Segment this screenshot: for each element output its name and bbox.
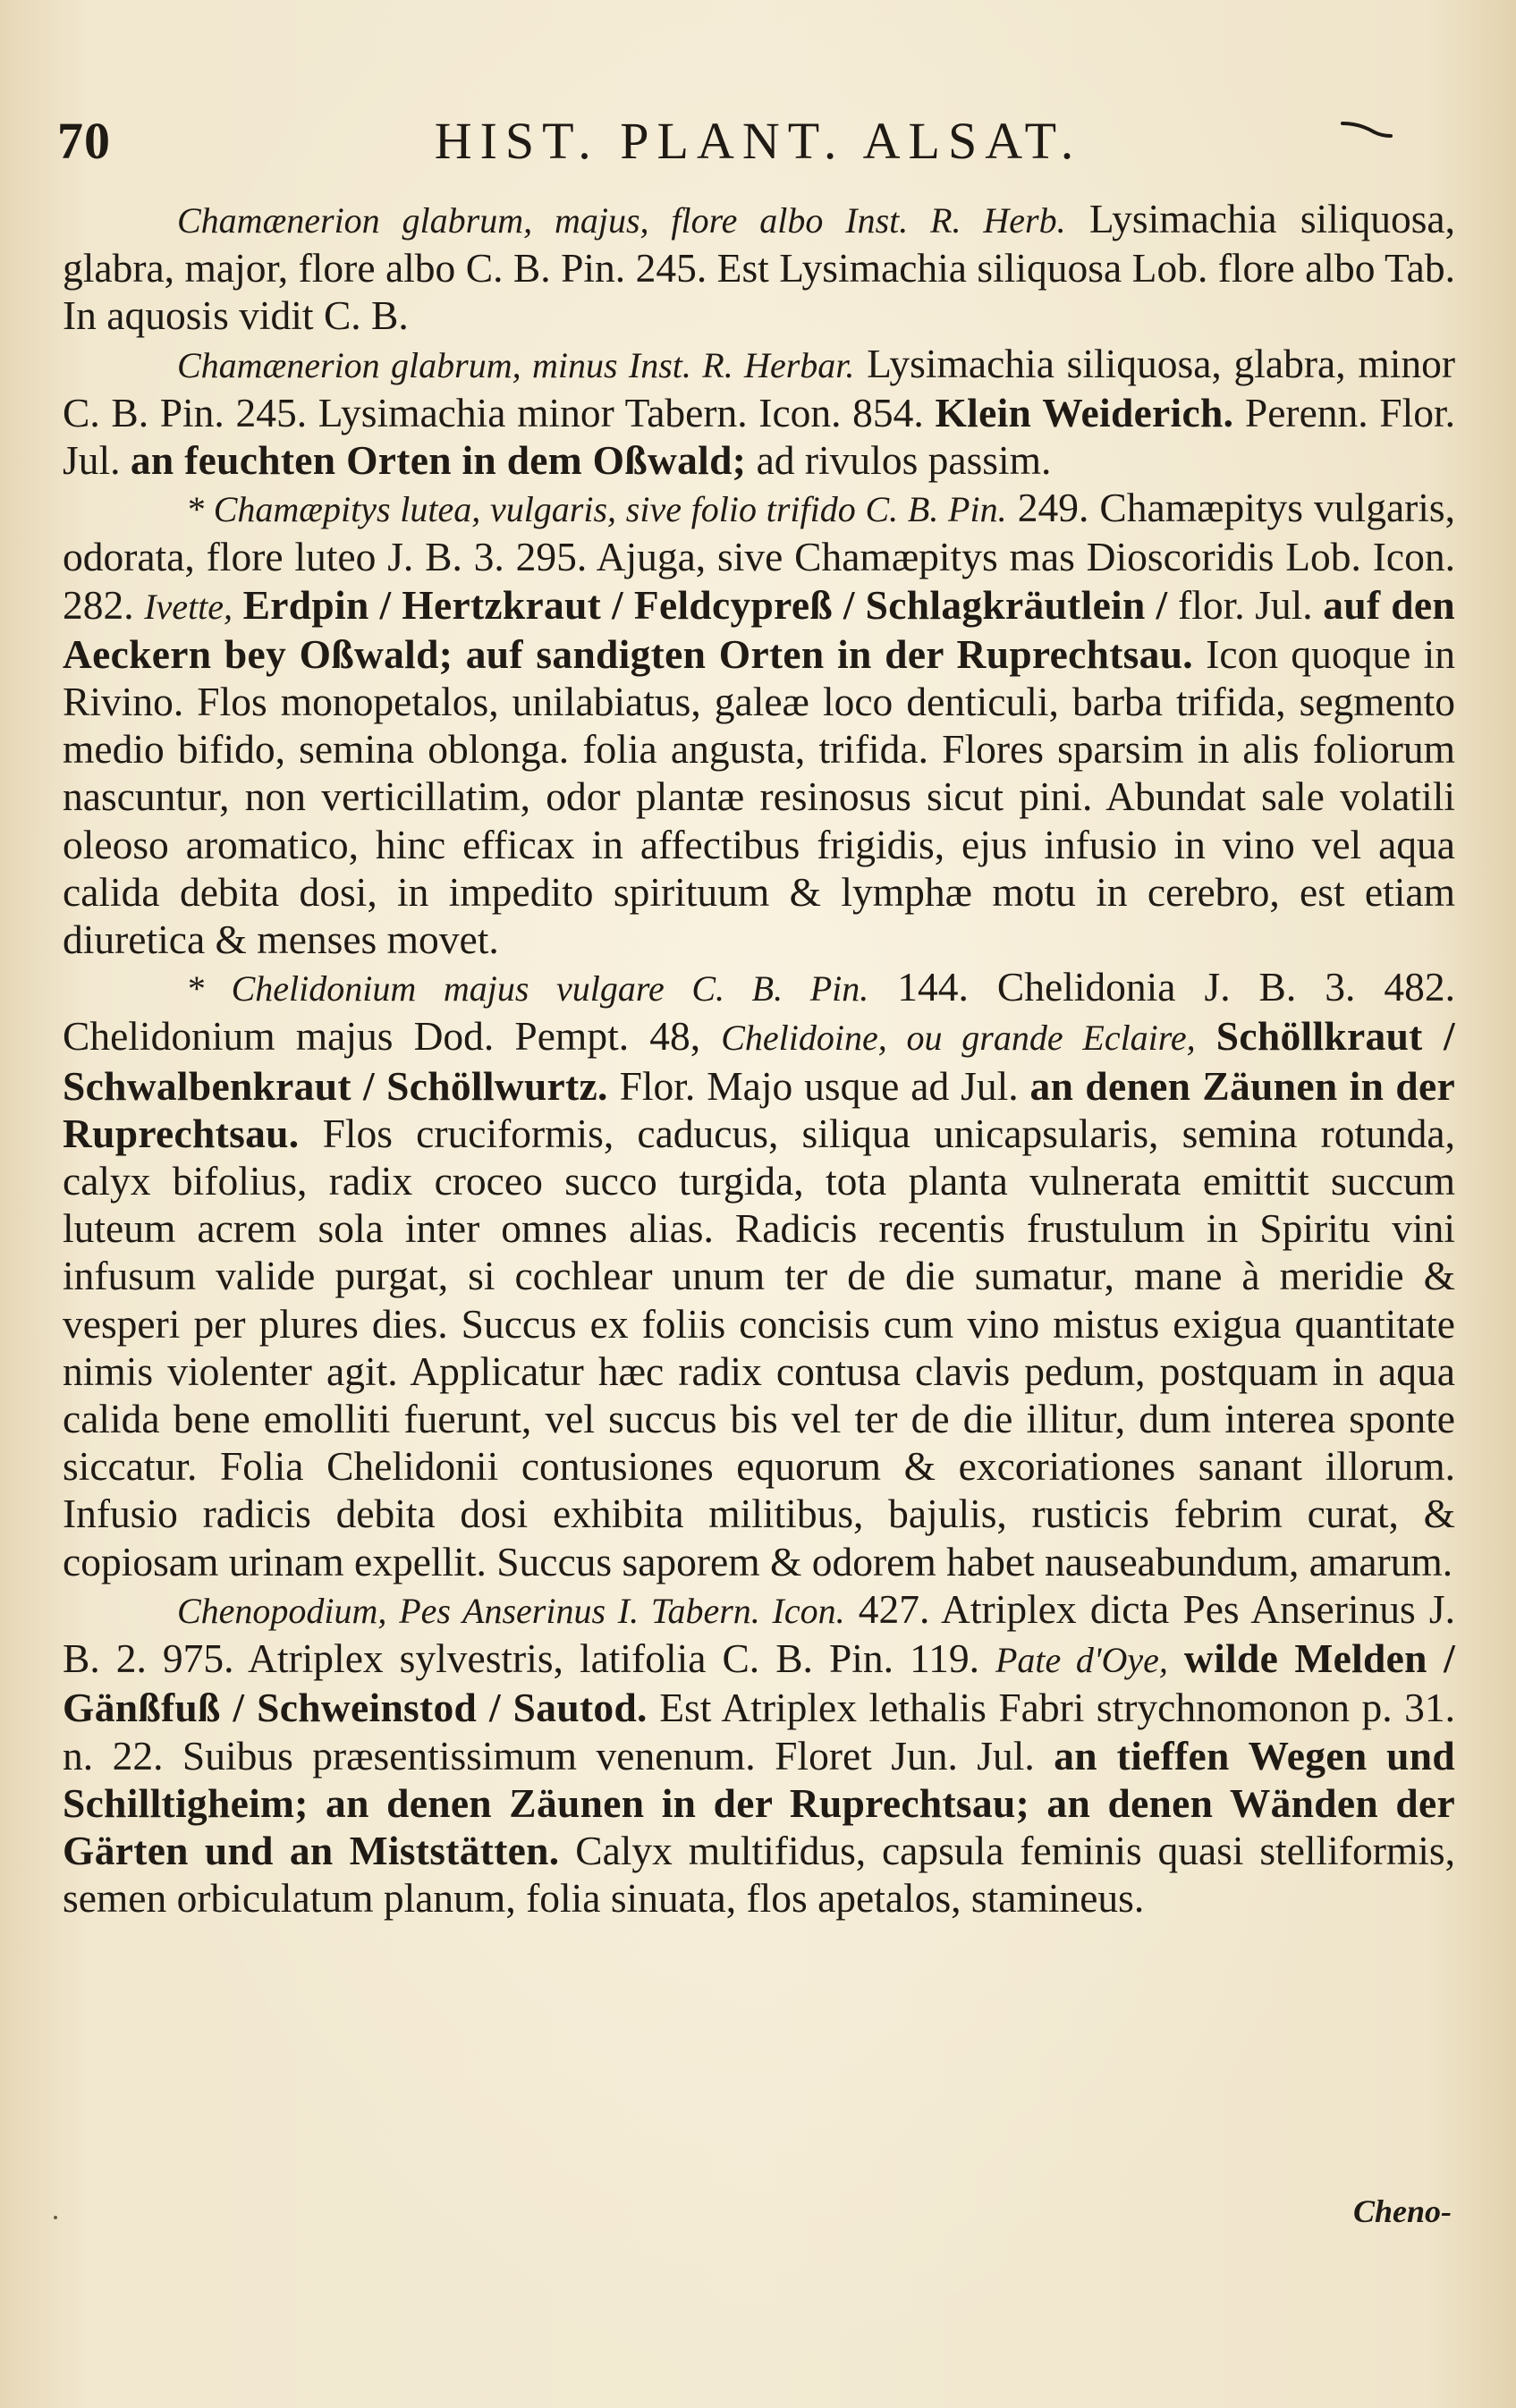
italic-run: Chamænerion glabrum, minus Inst. R. Herbar. (177, 344, 855, 385)
italic-run: * Chamæpitys lutea, vulgaris, sive folio trifido C. B. Pin. (186, 489, 1007, 530)
page-number: 70 (57, 112, 111, 170)
entry-paragraph (63, 1585, 1455, 1922)
blackletter-run: Klein Weiderich. (935, 389, 1234, 435)
text-run: ad rivulos passim. (746, 437, 1052, 484)
entry-paragraph (63, 195, 1455, 340)
text-run: Flor. Majo usque ad Jul. (607, 1062, 1030, 1109)
blackletter-run: wilde Melden / Gänßfuß / Schweinstod / Sautod. (63, 1635, 1456, 1731)
blackletter-run: an tieffen Wegen und Schilltigheim; an denen Zäunen in der Ruprechtsau; an denen Wänden der Gärten und an Miststätten. (63, 1732, 1456, 1873)
body-text (63, 195, 1455, 1922)
italic-run: Ivette, (144, 586, 233, 627)
running-title: HIST. PLANT. ALSAT. (434, 112, 1082, 170)
text-run: Perenn. Flor. Jul. (63, 389, 1456, 484)
text-run: Icon quoque in Rivino. Flos monopetalos, unilabiatus, galeæ loco denticuli, barba trifida, segmento medio bifido, semina oblonga. folia angusta, trifida. Flores sparsim in alis foliorum nascuntur, non verticillatim, odor plantæ resinosus sicut pini. Abundat sale volatili oleoso aromatico, hinc efficax in affectibus frigidis, ejus infusio in vino vel aqua calida debita dosi, in impedito spirituum & lymphæ motu in cerebro, est etiam diuretica & menses movet. (63, 630, 1455, 963)
blackletter-run: Erdpin / Hertzkraut / Feldcypreß / Schlagkräutlein / (242, 581, 1168, 628)
italic-run: Chelidoine, ou grande Eclaire, (721, 1018, 1196, 1059)
italic-run: Chenopodium, Pes Anserinus I. Tabern. Icon. (177, 1590, 845, 1631)
text-run: 427. Atriplex dicta Pes Anserinus J. B. 2. 975. Atriplex sylvestris, latifolia C. B. Pin. 119. (63, 1585, 1455, 1682)
text-run: Lysimachia siliquosa, glabra, minor C. B. Pin. 245. Lysimachia minor Tabern. Icon. 854. (63, 340, 1456, 435)
blackletter-run: auf den Aeckern bey Oßwald; auf sandigten Orten in der Ruprechtsau. (63, 581, 1456, 677)
text-run: Lysimachia siliquosa, glabra, major, flore albo C. B. Pin. 245. Est Lysimachia siliquosa Lob. flore albo Tab. In aquosis vidit C. B. (63, 196, 1455, 339)
text-run: 249. Chamæpitys vulgaris, odorata, flore luteo J. B. 3. 295. Ajuga, sive Chamæpitys mas Dioscoridis Lob. Icon. 282. (63, 485, 1456, 628)
text-run: Flos cruciformis, caducus, siliqua unicapsularis, semina rotunda, calyx bifolius, radix croceo succo turgida, tota planta vulnerata emittit succum luteum acrem sola inter omnes alias. Radicis recentis frustulum in Spiritu vini infusum valide purgat, si cochlear unum ter de die sumatur, mane à meridie & vesperi per plures dies. Succus ex foliis concisis cum vino mistus exigua quantitate nimis violenter agit. Applicatur hæc radix contusa clavis pedum, postquam in aqua calida bene emolliti fuerunt, vel succus bis vel ter de die illitur, dum interea sponte siccatur. Folia Chelidonii contusiones equorum & excoriationes sanant illorum. Infusio radicis debita dosi exhibita militibus, bajulis, rusticis febrim curat, & copiosam urinam expellit. Succus saporem & odorem habet nauseabundum, amarum. (63, 1110, 1455, 1584)
entry-paragraph (63, 340, 1455, 485)
italic-run: Chamænerion glabrum, majus, flore albo Inst. R. Herb. (177, 200, 1066, 241)
italic-run: Pate d'Oye, (995, 1640, 1168, 1681)
text-run (233, 582, 243, 628)
ink-speck (54, 2216, 57, 2219)
text-run: flor. Jul. (1167, 581, 1324, 628)
text-run: Calyx multifidus, capsula feminis quasi stelliformis, semen orbiculatum planum, folia sinuata, flos apetalos, stamineus. (63, 1827, 1455, 1922)
text-run: 144. Chelidonia J. B. 3. 482. Chelidonium majus Dod. Pempt. 48, (63, 964, 1455, 1060)
blackletter-run: Schöllkraut / Schwalbenkraut / Schöllwurtz. (63, 1013, 1456, 1109)
blackletter-run: an feuchten Orten in dem Oßwald; (130, 437, 747, 484)
text-run (1168, 1635, 1184, 1681)
entry-paragraph (63, 963, 1455, 1585)
italic-run: * Chelidonium majus vulgare C. B. Pin. (186, 968, 869, 1010)
catchword: Cheno- (1352, 2193, 1452, 2229)
entry-paragraph (63, 484, 1455, 963)
text-run (1196, 1013, 1216, 1059)
text-run: Est Atriplex lethalis Fabri strychnomonon p. 31. n. 22. Suibus præsentissimum venenum. Floret Jun. Jul. (63, 1685, 1455, 1779)
blackletter-run: an denen Zäunen in der Ruprechtsau. (63, 1062, 1456, 1156)
page-header (52, 100, 1464, 181)
ornament-mark-icon (1339, 118, 1393, 141)
